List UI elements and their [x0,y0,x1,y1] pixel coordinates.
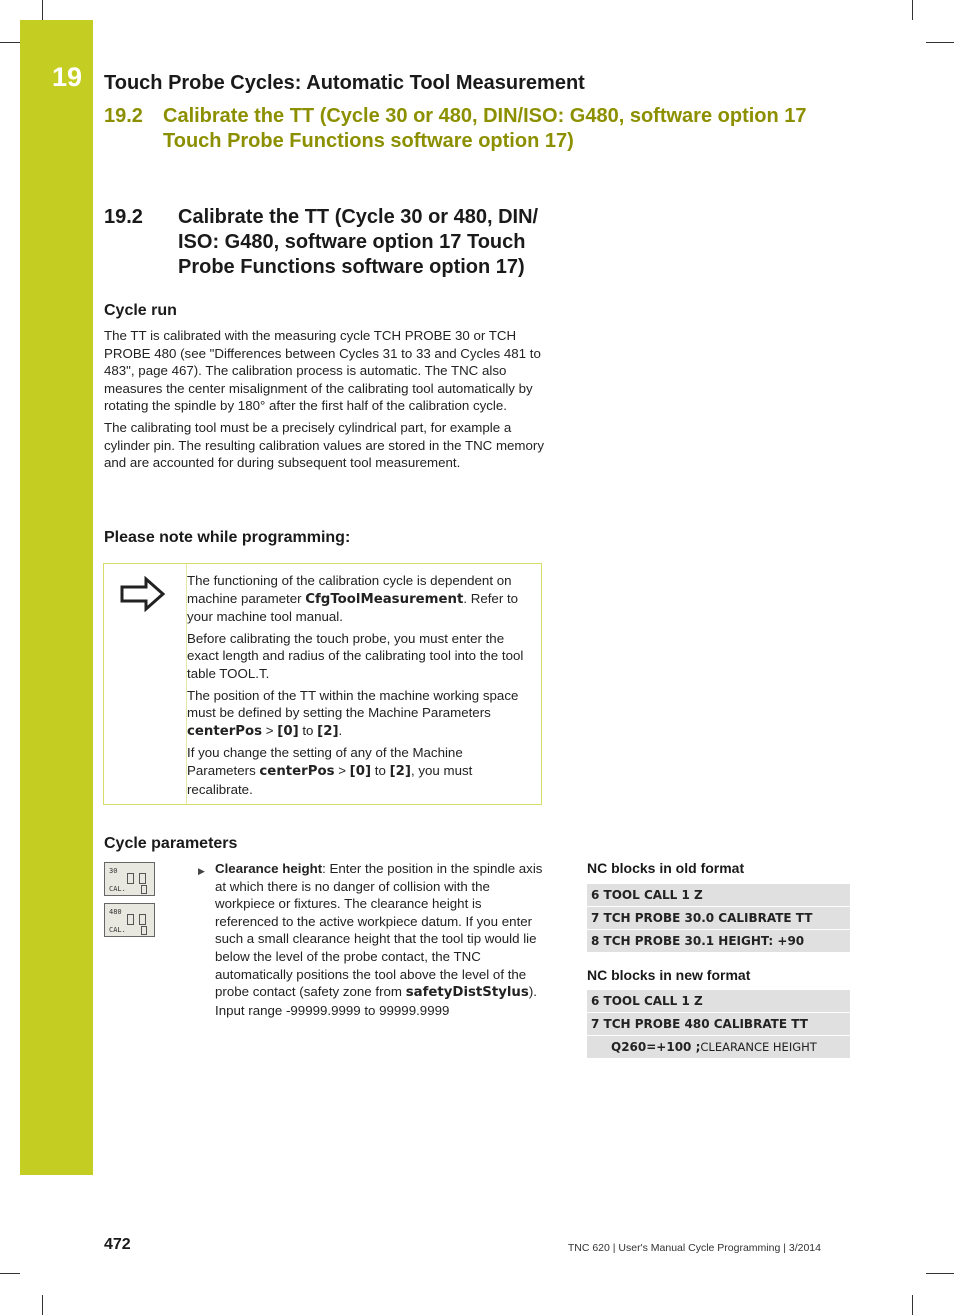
tool-icon [139,873,146,884]
param-text: : Enter the position in the spindle axis at which there is no danger of collision with the workpiece or fixtures. The clearance height is referenced to the active workpiece datum. If you enter such a small clearance height that the tool tip would lie below the level of the probe contact, the TNC automatically positions the tool above the level of the probe contact (safety zone from [215,861,543,1000]
note-text: to [298,722,318,738]
softkey-label: CAL. [109,885,126,893]
tool-icon [127,914,134,925]
nc-row: 6 TOOL CALL 1 Z [587,884,850,907]
note-text: , you must recalibrate. [187,762,473,797]
nc-new-table [587,990,850,1059]
nc-old-heading: NC blocks in old format [587,860,745,876]
nc-row [587,1036,850,1059]
nc-new-heading: NC blocks in new format [587,967,751,983]
section-number: 19.2 [104,206,143,228]
page-number: 472 [104,1236,131,1253]
parameter-index: [2] [317,723,339,739]
footer-text: TNC 620 | User's Manual Cycle Programming | 3/2014 [567,1242,821,1254]
parameter-name: centerPos [259,763,335,779]
cycle-run-para-1: The TT is calibrated with the measuring cycle TCH PROBE 30 or TCH PROBE 480 (see "Differences between Cycles 31 to 33 and Cycles 481 to 483", page 467). The calibration process is automatic. The TNC also measures the center misalignment of the calibrating tool automatically by rotating the spindle by 180° after the first half of the calibration cycle. [104,328,541,414]
param-name: Clearance height [215,861,323,876]
nc-row: 7 TCH PROBE 480 CALIBRATE TT [587,1013,850,1036]
note-content [187,572,535,802]
nc-comment: CLEARANCE HEIGHT [700,1040,817,1054]
crop-mark [0,42,20,43]
cycle-run-body [104,327,544,472]
nc-row: 8 TCH PROBE 30.1 HEIGHT: +90 [587,930,850,953]
parameter-name: CfgToolMeasurement [305,591,464,607]
note-para-2: Before calibrating the touch probe, you must enter the exact length and radius of the calibrating tool into the tool table TOOL.T. [187,630,524,681]
note-heading: Please note while programming: [104,529,351,546]
parameter-name: centerPos [187,723,263,739]
softkey-label: CAL. [109,926,126,934]
nc-row: 7 TCH PROBE 30.0 CALIBRATE TT [587,907,850,930]
header-section-number: 19.2 [104,105,143,127]
nc-old-table [587,884,850,953]
tool-icon [139,914,146,925]
header-section-title: Calibrate the TT (Cycle 30 or 480, DIN/ISO: G480, software option 17 Touch Probe Functions software option 17) [163,105,807,152]
note-text: The position of the TT within the machine working space must be defined by setting the Machine Parameters [187,687,519,721]
chapter-sidebar [20,20,93,1175]
cycle-run-heading: Cycle run [104,302,177,319]
probe-icon [141,885,147,894]
parameter-name: safetyDistStylus [405,985,529,1001]
bullet-triangle-icon: ▶ [198,866,205,876]
param-text: ). Input range -99999.9999 to 99999.9999 [215,984,537,1018]
chapter-number: 19 [52,62,83,92]
parameter-index: [0] [277,723,299,739]
header-title: Touch Probe Cycles: Automatic Tool Measurement [104,72,585,94]
crop-mark [926,1273,954,1274]
parameter-index: [2] [389,763,411,779]
note-para-4 [187,744,535,798]
tool-icon [127,873,134,884]
arrow-right-icon [120,576,166,612]
note-text: If you change the setting of any of the Machine Parameters [187,745,463,778]
note-para-3 [187,687,535,741]
nc-code: Q260=+100 ; [611,1040,701,1054]
crop-mark [912,0,913,20]
softkey-cycle-480 [104,903,155,937]
crop-mark [926,42,954,43]
softkey-number: 480 [109,908,122,916]
cycle-params-heading: Cycle parameters [104,835,238,852]
note-text: . [338,722,343,738]
crop-mark [42,0,43,20]
softkey-number: 30 [109,867,118,875]
probe-icon [141,926,147,935]
crop-mark [0,1273,20,1274]
note-box [103,563,542,805]
section-title-text: Calibrate the TT (Cycle 30 or 480, DIN/ ISO: G480, software option 17 Touch Probe Functions software option 17) [178,206,539,278]
parameter-index: [0] [349,763,372,779]
crop-mark [42,1295,43,1315]
note-text: The functioning of the calibration cycle is dependent on machine parameter [187,573,512,606]
note-text: to [371,762,390,778]
note-text: > [262,722,278,738]
note-text: > [334,762,350,778]
softkey-cycle-30 [104,862,155,896]
note-para-1 [187,572,535,626]
param-description [215,860,548,1019]
crop-mark [912,1295,913,1315]
nc-row: 6 TOOL CALL 1 Z [587,990,850,1013]
note-text: . Refer to your machine tool manual. [187,590,519,625]
cycle-run-para-2: The calibrating tool must be a precisely cylindrical part, for example a cylinder pin. The resulting calibration values are stored in the TNC memory and are accounted for during subsequent tool measurement. [104,419,544,471]
